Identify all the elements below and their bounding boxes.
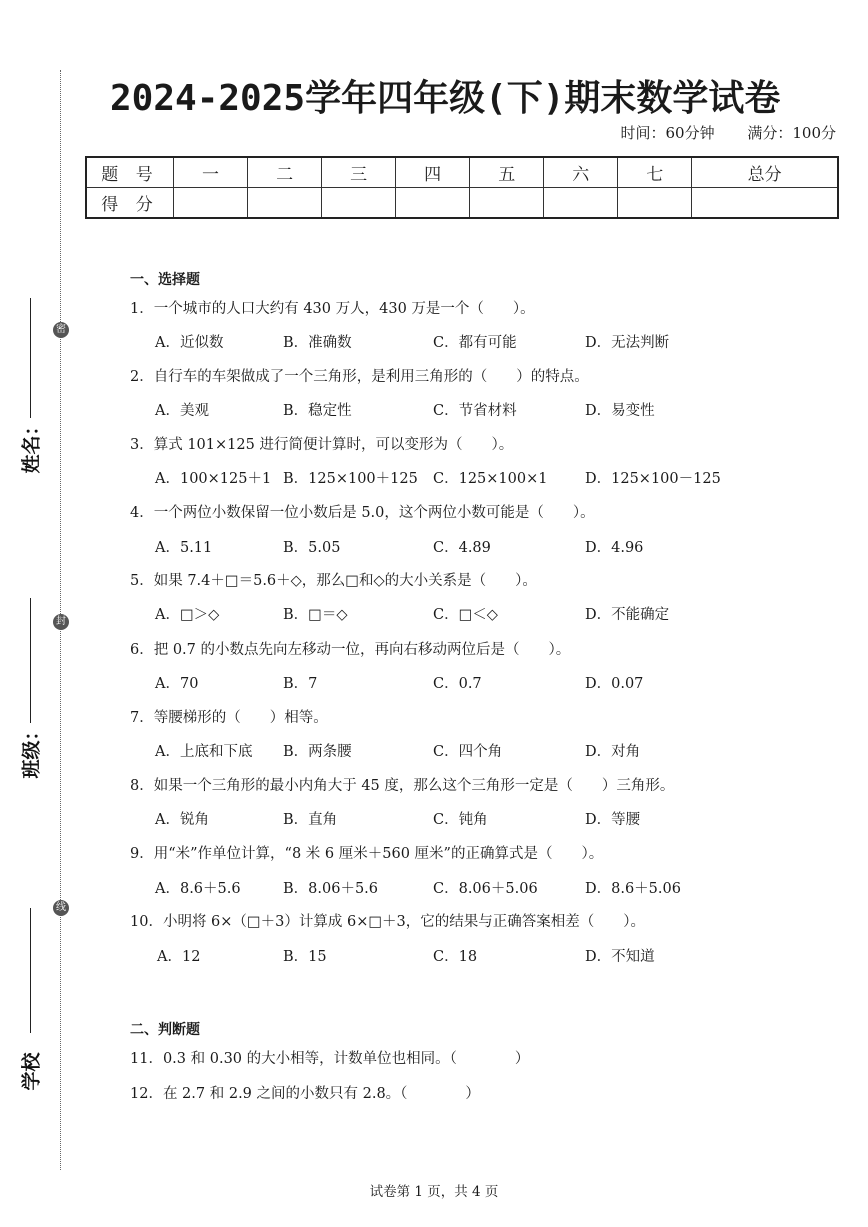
judgment-12: 12．在 2.7 和 2.9 之间的小数只有 2.8。（ ）	[130, 1086, 480, 1102]
page-footer: 试卷第 1 页，共 4 页	[369, 1184, 499, 1200]
q2-option-d: D．易变性	[585, 403, 655, 419]
score-col-total: 总分	[692, 157, 838, 188]
class-blank-line	[30, 598, 31, 723]
q8-option-b: B．直角	[283, 812, 338, 828]
question-3: 3．算式 101×125 进行简便计算时，可以变形为（ ）。	[130, 437, 514, 453]
q10-option-d: D．不知道	[585, 949, 655, 965]
question-4: 4．一个两位小数保留一位小数后是 5.0，这个两位小数可能是（ ）。	[130, 505, 595, 521]
score-col-3: 三	[322, 157, 396, 188]
seal-feng: 封	[53, 614, 69, 630]
score-cell	[322, 188, 396, 219]
q6-option-b: B．7	[283, 676, 318, 692]
score-col-5: 五	[470, 157, 544, 188]
q4-option-b: B．5.05	[283, 540, 341, 556]
question-8: 8．如果一个三角形的最小内角大于 45 度，那么这个三角形一定是（ ）三角形。	[130, 778, 675, 794]
q9-option-d: D．8.6＋5.06	[585, 881, 681, 897]
q4-option-a: A．5.11	[155, 540, 213, 556]
q1-option-c: C．都有可能	[433, 335, 517, 351]
q1-option-d: D．无法判断	[585, 335, 670, 351]
q7-option-a: A．上底和下底	[155, 744, 253, 760]
score-row-label-2: 得 分	[86, 188, 174, 219]
score-cell	[692, 188, 838, 219]
section-heading-judgment: 二、判断题	[130, 1022, 200, 1038]
score-cell	[470, 188, 544, 219]
question-9: 9．用“米”作单位计算，“8 米 6 厘米＋560 厘米”的正确算式是（ ）。	[130, 846, 604, 862]
name-blank-line	[30, 298, 31, 418]
score-table-score-row	[86, 188, 838, 219]
exam-full-score: 满分：100分	[747, 124, 836, 142]
q7-option-d: D．对角	[585, 744, 641, 760]
score-cell	[174, 188, 248, 219]
q2-option-c: C．节省材料	[433, 403, 517, 419]
q9-option-a: A．8.6＋5.6	[155, 881, 241, 897]
q10-option-b: B．15	[283, 949, 327, 965]
q5-option-b: B．□＝◇	[283, 607, 348, 623]
q9-option-b: B．8.06＋5.6	[283, 881, 379, 897]
q6-option-c: C．0.7	[433, 676, 482, 692]
school-label: 学校	[20, 1052, 43, 1091]
score-cell	[248, 188, 322, 219]
q2-option-b: B．稳定性	[283, 403, 352, 419]
q3-option-b: B．125×100＋125	[283, 471, 418, 487]
score-col-1: 一	[174, 157, 248, 188]
q4-option-d: D．4.96	[585, 540, 644, 556]
question-6: 6．把 0.7 的小数点先向左移动一位，再向右移动两位后是（ ）。	[130, 642, 571, 658]
q6-option-a: A．70	[155, 676, 199, 692]
seal-mi: 密	[53, 322, 69, 338]
name-label: 姓名：	[20, 416, 43, 474]
score-table-header-row	[86, 157, 838, 188]
q7-option-b: B．两条腰	[283, 744, 352, 760]
score-table	[85, 156, 839, 219]
class-label: 班级：	[20, 721, 43, 779]
score-col-6: 六	[544, 157, 618, 188]
q4-option-c: C．4.89	[433, 540, 491, 556]
exam-meta	[592, 122, 836, 143]
question-2: 2．自行车的车架做成了一个三角形，是利用三角形的（ ）的特点。	[130, 369, 589, 385]
score-row-label: 题 号	[86, 157, 174, 188]
seal-xian: 线	[53, 900, 69, 916]
q1-option-a: A．近似数	[155, 335, 224, 351]
q1-option-b: B．准确数	[283, 335, 352, 351]
score-col-2: 二	[248, 157, 322, 188]
school-blank-line	[30, 908, 31, 1033]
score-cell	[618, 188, 692, 219]
score-cell	[396, 188, 470, 219]
q5-option-d: D．不能确定	[585, 607, 670, 623]
q7-option-c: C．四个角	[433, 744, 503, 760]
question-10: 10．小明将 6×（□＋3）计算成 6×□＋3，它的结果与正确答案相差（ ）。	[130, 914, 646, 930]
score-col-7: 七	[618, 157, 692, 188]
q5-option-a: A．□＞◇	[155, 607, 220, 623]
exam-time: 时间：60分钟	[620, 124, 715, 142]
question-7: 7．等腰梯形的（ ）相等。	[130, 710, 328, 726]
section-heading-choice: 一、选择题	[130, 272, 200, 288]
question-1: 1．一个城市的人口大约有 430 万人，430 万是一个（ ）。	[130, 301, 535, 317]
q2-option-a: A．美观	[155, 403, 209, 419]
q8-option-d: D．等腰	[585, 812, 641, 828]
score-col-4: 四	[396, 157, 470, 188]
question-5: 5．如果 7.4＋□＝5.6＋◇，那么□和◇的大小关系是（ ）。	[130, 573, 537, 589]
q8-option-c: C．钝角	[433, 812, 488, 828]
q5-option-c: C．□＜◇	[433, 607, 498, 623]
q10-option-c: C．18	[433, 949, 478, 965]
q10-option-a: A．12	[157, 949, 201, 965]
score-cell	[544, 188, 618, 219]
judgment-11: 11．0.3 和 0.30 的大小相等，计数单位也相同。（ ）	[130, 1051, 530, 1067]
q9-option-c: C．8.06＋5.06	[433, 881, 538, 897]
q3-option-a: A．100×125＋1	[155, 471, 272, 487]
q6-option-d: D．0.07	[585, 676, 644, 692]
q8-option-a: A．锐角	[155, 812, 209, 828]
page-title: 2024-2025学年四年级(下)期末数学试卷	[110, 78, 781, 119]
q3-option-c: C．125×100×1	[433, 471, 548, 487]
q3-option-d: D．125×100－125	[585, 471, 721, 487]
